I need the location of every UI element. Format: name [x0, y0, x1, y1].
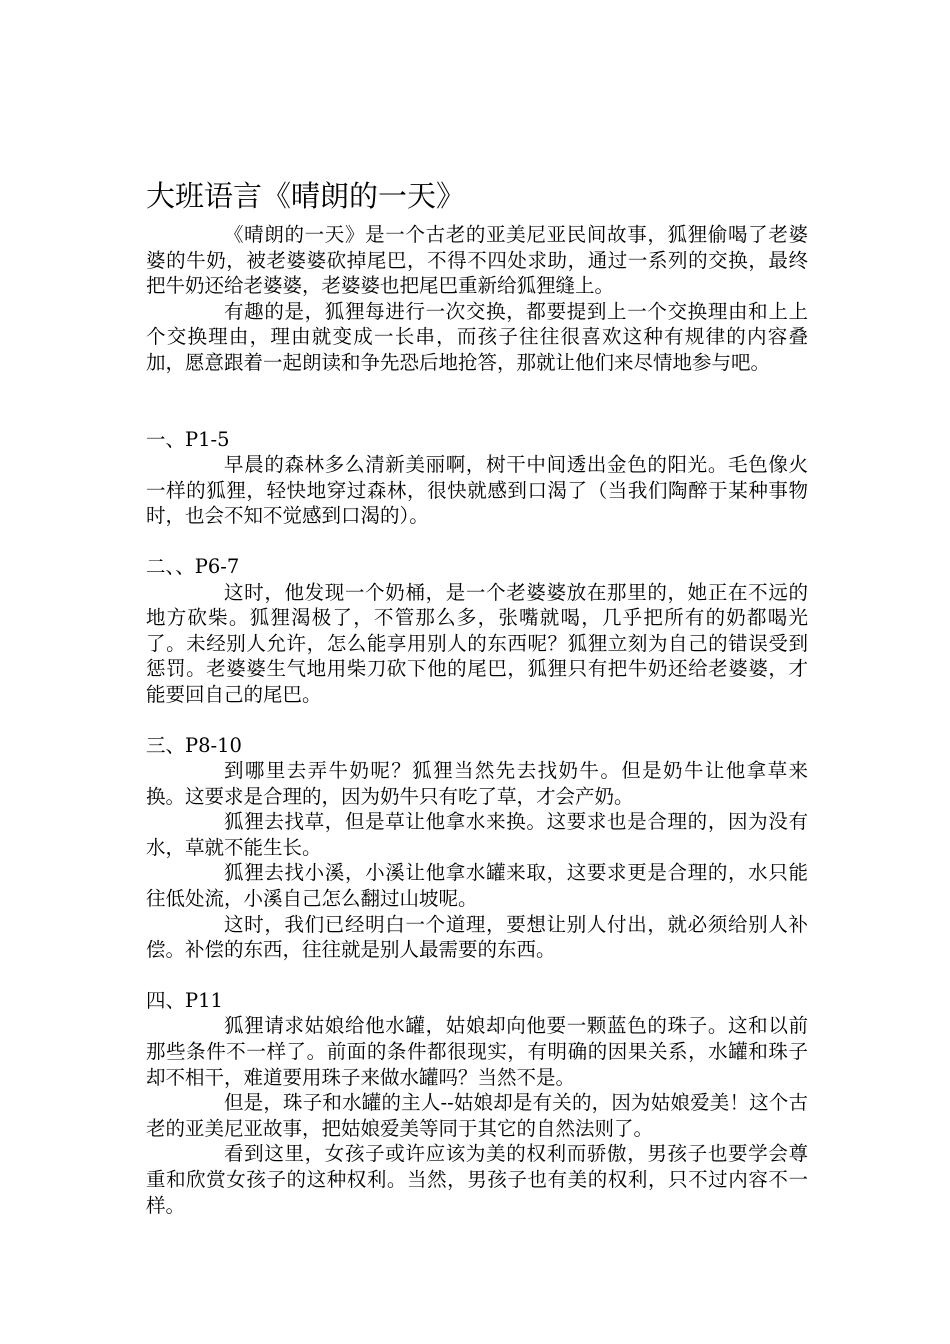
section-heading: 四、P11: [146, 988, 223, 1012]
spacer: [146, 376, 808, 427]
section: [146, 988, 808, 1218]
section-heading: 一、P1-5: [146, 427, 230, 451]
intro-paragraph: 《晴朗的一天》是一个古老的亚美尼亚民间故事，狐狸偷喝了老婆婆的牛奶，被老婆婆砍掉尾巴，不得不四处求助，通过一系列的交换，最终把牛奶还给老婆婆，老婆婆也把尾巴重新给狐狸缝上。: [146, 223, 808, 298]
section-paragraph: 狐狸去找小溪，小溪让他拿水罐来取，这要求更是合理的，水只能往低处流，小溪自己怎么翻过山坡呢。: [146, 861, 808, 911]
section: [146, 554, 808, 708]
section-paragraph: 看到这里，女孩子或许应该为美的权利而骄傲，男孩子也要学会尊重和欣赏女孩子的这种权利。当然，男孩子也有美的权利，只不过内容不一样。: [146, 1142, 808, 1217]
section-paragraph: 但是，珠子和水罐的主人--姑娘却是有关的，因为姑娘爱美！这个古老的亚美尼亚故事，把姑娘爱美等同于其它的自然法则了。: [146, 1091, 808, 1140]
document-title: 大班语言《晴朗的一天》: [146, 179, 466, 213]
intro-paragraph: 有趣的是，狐狸每进行一次交换，都要提到上一个交换理由和上上个交换理由，理由就变成一长串，而孩子往往很喜欢这种有规律的内容叠加，愿意跟着一起朗读和争先恐后地抢答，那就让他们来尽情地参与吧。: [146, 299, 808, 374]
section-heading: 三、P8-10: [146, 733, 242, 757]
section-paragraph: 早晨的森林多么清新美丽啊，树干中间透出金色的阳光。毛色像火一样的狐狸，轻快地穿过森林，很快就感到口渴了（当我们陶醉于某种事物时，也会不知不觉感到口渴的）。: [146, 453, 808, 528]
document-page: [146, 176, 808, 1218]
section-paragraph: 这时，我们已经明白一个道理，要想让别人付出，就必须给别人补偿。补偿的东西，往往就是别人最需要的东西。: [146, 912, 808, 962]
spacer: [146, 529, 808, 554]
section-paragraph: 到哪里去弄牛奶呢？狐狸当然先去找奶牛。但是奶牛让他拿草来换。这要求是合理的，因为奶牛只有吃了草，才会产奶。: [146, 759, 808, 808]
section-paragraph: 狐狸去找草，但是草让他拿水来换。这要求也是合理的，因为没有水，草就不能生长。: [146, 810, 808, 859]
section-paragraph: 这时，他发现一个奶桶，是一个老婆婆放在那里的，她正在不远的地方砍柴。狐狸渴极了，不管那么多，张嘴就喝，几乎把所有的奶都喝光了。未经别人允许，怎么能享用别人的东西呢？狐狸立刻为自己的错误受到惩罚。老婆婆生气地用柴刀砍下他的尾巴，狐狸只有把牛奶还给老婆婆，才能要回自己的尾巴。: [146, 580, 808, 706]
spacer: [146, 963, 808, 988]
section: [146, 427, 808, 529]
section-heading: 二、、P6-7: [146, 554, 240, 578]
section: [146, 733, 808, 963]
section-paragraph: 狐狸请求姑娘给他水罐，姑娘却向他要一颗蓝色的珠子。这和以前那些条件不一样了。前面的条件都很现实，有明确的因果关系，水罐和珠子却不相干，难道要用珠子来做水罐吗？当然不是。: [146, 1014, 808, 1089]
spacer: [146, 708, 808, 733]
